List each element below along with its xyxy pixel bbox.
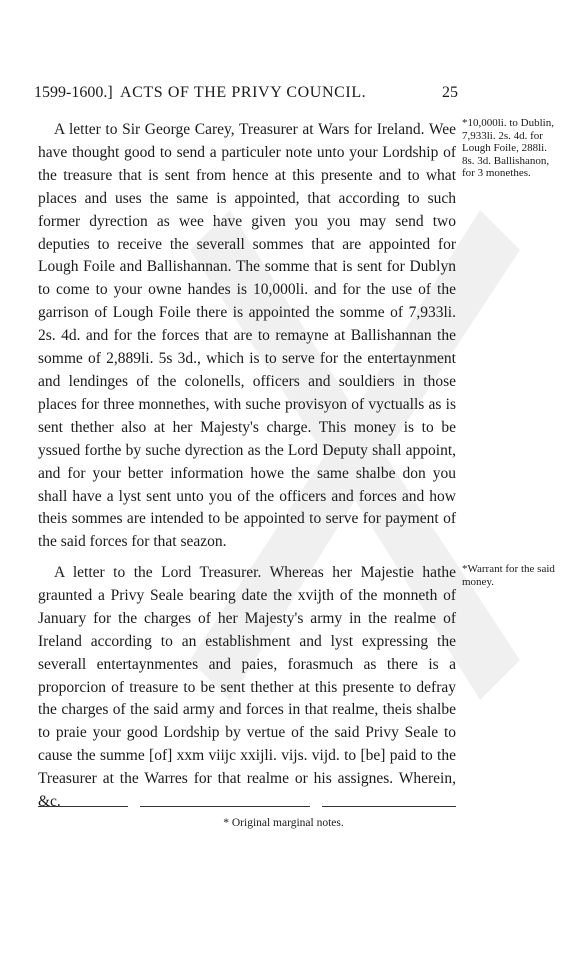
marginal-note-sums: *10,000li. to Dublin, 7,933li. 2s. 4d. for Lough Foile, 288li. 8s. 3d. Ballishanon, for 3 monethes. (462, 117, 554, 180)
running-header (34, 84, 458, 106)
page-number: 25 (442, 84, 458, 101)
footnote-divider (322, 806, 456, 807)
letter-paragraph-carey: A letter to Sir George Carey, Treasurer at Wars for Ireland. Wee have thought good to send a particuler note unto your Lordship of the treasure that is sent from hence at this presente and to what places and uses the same is appointed, that according to such former dyrection as wee have given you you may send two deputies to receive the severall sommes that are appointed for Lough Foile and Ballishannan. The somme that is sent for Dublyn to come to your owne handes is 10,000li. and for the use of the garrison of Lough Foile there is appointed the somme of 7,933li. 2s. 4d. and for the forces that are to remayne at Ballishannan the somme of 2,889li. 5s 3d., which is to serve for the entertaynment and lendinges of the colonells, officers and souldiers in those places for three monnethes, with suche provisyon of vyctualls as is sent thether also at her Majesty's charge. This money is to be yssued forthe by suche dyrection as the Lord Deputy shall appoint, and for your better information howe the same shalbe don you shall have a lyst sent unto you of the officers and forces and how theis sommes are intended to be appointed to serve for payment of the said forces for that seazon. (38, 121, 456, 551)
letter-paragraph-lord-treasurer: A letter to the Lord Treasurer. Whereas her Majestie hathe graunted a Privy Seale bearing date the xvijth of the monneth of January for the charges of her Majesty's army in the realme of Ireland according to an establishment and lyst expressing the severall entertaynmentes and paies, forasmuch as there is a proporcion of treasure to be sent thether at this presente to defray the charges of the said army and forces in that realme, theis shalbe to praie your good Lordship by vertue of the said Privy Seale to cause the summe [of] xxm viijc xxijli. vijs. vijd. to [be] paid to the Treasurer at the Warres for that realme or his assignes. Wherein, &c. (38, 564, 456, 811)
header-years: 1599-1600.] (34, 84, 113, 101)
footnote-divider (38, 806, 128, 807)
footnote-divider (140, 806, 310, 807)
header-title: ACTS OF THE PRIVY COUNCIL. (120, 84, 367, 101)
marginal-note-warrant: *Warrant for the said money. (462, 563, 555, 588)
footnote: * Original marginal notes. (223, 817, 344, 829)
